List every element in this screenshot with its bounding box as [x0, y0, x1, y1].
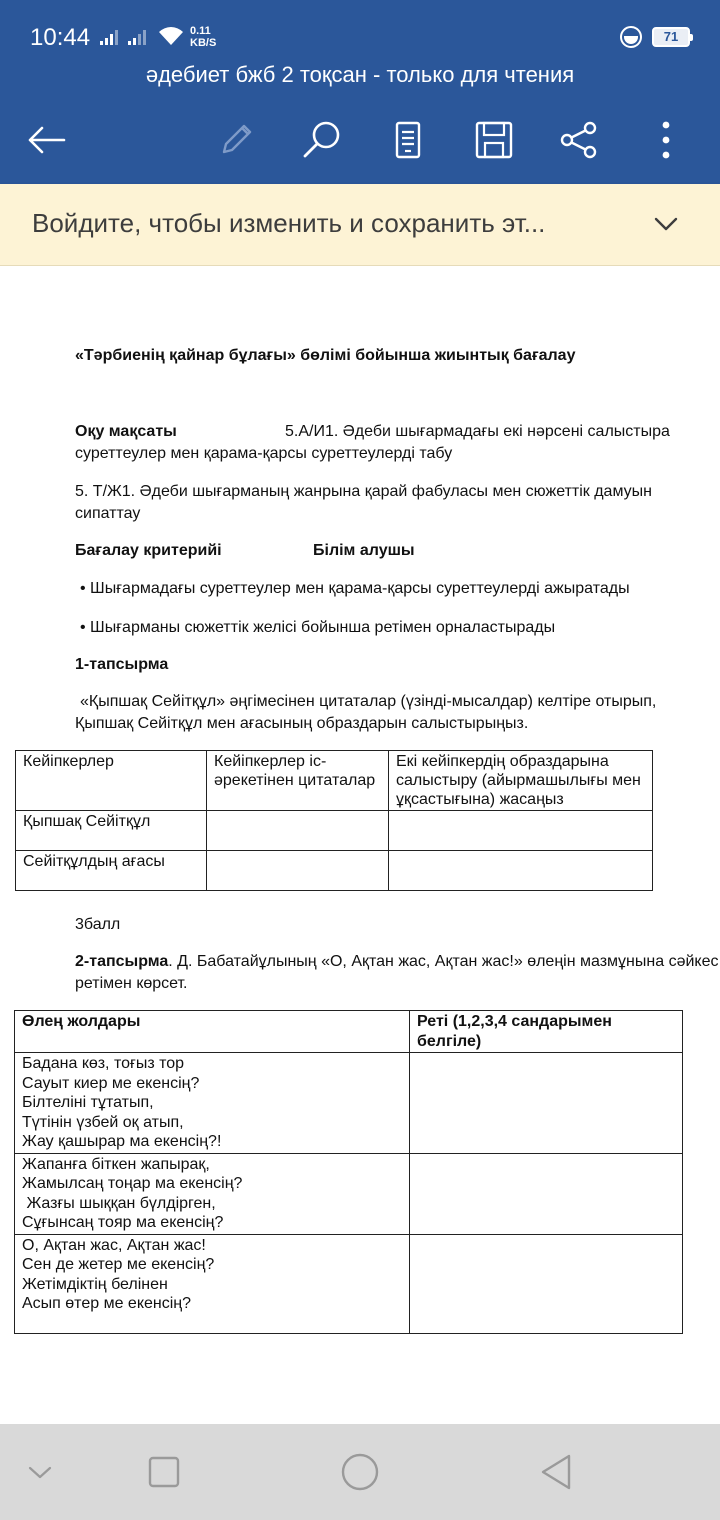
poem-line: Жетімдіктің белінен	[22, 1275, 168, 1293]
poem-line: Жапанға біткен жапырақ,	[22, 1155, 210, 1173]
poem-table	[14, 1010, 683, 1334]
task1-text-2: Қыпшақ Сейітқұл мен ағасының образдарын салыстырыңыз.	[75, 715, 529, 732]
table-cell: Сейітқұлдың ағасы	[16, 851, 207, 891]
save-button[interactable]	[466, 112, 522, 168]
reading-view-icon	[393, 120, 423, 160]
battery-icon: 71	[652, 27, 690, 47]
poem-line: Жау қашырар ма екенсің?!	[22, 1133, 222, 1150]
document-heading: «Тәрбиенің қайнар бұлағы» бөлімі бойынша жиынтық бағалау	[75, 347, 576, 364]
signal-icon	[128, 30, 146, 45]
task2-text-2: ретімен көрсет.	[75, 975, 188, 992]
save-icon	[474, 120, 514, 160]
sign-in-banner[interactable]	[0, 184, 720, 266]
table-header-cell: Кейіпкерлер іс-әрекетінен цитаталар	[207, 751, 389, 811]
characters-table	[15, 750, 653, 891]
criteria-label: Бағалау критерийі	[75, 542, 222, 559]
nav-home-button[interactable]	[336, 1452, 384, 1492]
recents-icon	[147, 1455, 181, 1489]
wifi-icon	[158, 26, 184, 46]
table-cell	[389, 811, 653, 851]
nav-back-button[interactable]	[532, 1452, 580, 1492]
share-icon	[559, 120, 599, 160]
system-nav-bar	[0, 1424, 720, 1520]
order-cell	[410, 1053, 683, 1154]
document-title: әдебиет бжб 2 тоқсан - только для чтения	[145, 62, 575, 87]
back-button[interactable]	[18, 112, 74, 168]
table-header-row	[16, 751, 653, 811]
table-row	[15, 1053, 683, 1154]
chevron-down-icon[interactable]	[652, 210, 680, 238]
score-text: 3балл	[75, 916, 121, 933]
app-bar	[0, 0, 720, 184]
goal-text: 5.А/И1. Әдеби шығармадағы екі нәрсені салыстыра	[285, 423, 670, 440]
order-cell	[410, 1153, 683, 1234]
home-icon	[340, 1452, 380, 1492]
poem-line: Сен де жетер ме екенсің?	[22, 1256, 215, 1273]
table-cell: Қыпшақ Сейітқұл	[16, 811, 207, 851]
search-button[interactable]	[294, 112, 350, 168]
learner-label: Білім алушы	[313, 542, 415, 559]
search-icon	[301, 119, 343, 161]
table-header-cell: Екі кейіпкердің образдарына салыстыру (айырмашылығы мен ұқсастығына) жасаңыз	[389, 751, 653, 811]
speed-value: 0.11	[190, 25, 211, 37]
goal2-text-2: сипаттау	[75, 505, 141, 522]
back-triangle-icon	[539, 1453, 573, 1491]
poem-stanza	[15, 1053, 410, 1154]
reading-view-button[interactable]	[380, 112, 436, 168]
poem-line: Бадана көз, тоғыз тор	[22, 1055, 185, 1072]
nav-hide-button[interactable]	[16, 1452, 64, 1492]
poem-line: Сауыт киер ме екенсің?	[22, 1074, 200, 1092]
table-row	[15, 1234, 683, 1333]
back-arrow-icon	[26, 124, 66, 156]
banner-text: Войдите, чтобы изменить и сохранить эт...	[32, 208, 546, 238]
task1-text: «Қыпшақ Сейітқұл» әңгімесінен цитаталар (үзінді-мысалдар) келтіре отырып,	[80, 693, 657, 710]
data-saver-icon	[620, 26, 642, 48]
task2-text	[75, 952, 718, 972]
table-header-row	[15, 1011, 683, 1053]
table-cell	[389, 851, 653, 891]
more-options-button[interactable]	[638, 112, 694, 168]
poem-stanza	[15, 1153, 410, 1234]
poem-stanza	[15, 1234, 410, 1333]
nav-recents-button[interactable]	[140, 1452, 188, 1492]
more-vert-icon	[660, 120, 672, 160]
task2-instruction: . Д. Бабатайұлының «О, Ақтан жас, Ақтан жас!» өлеңін мазмұнына сәйкес	[168, 953, 719, 970]
table-header-cell: Өлең жолдары	[15, 1011, 410, 1053]
poem-line: Жазғы шыққан бүлдірген,	[22, 1194, 216, 1212]
table-cell	[207, 851, 389, 891]
poem-line: Сұғынсаң тояр ма екенсің?	[22, 1214, 224, 1231]
table-header-cell: Кейіпкерлер	[16, 751, 207, 811]
goal-label: Оқу мақсаты	[75, 423, 177, 440]
poem-line: О, Ақтан жас, Ақтан жас!	[22, 1236, 206, 1254]
poem-line: Түтінін үзбей оқ атып,	[22, 1113, 184, 1131]
criteria-bullet: • Шығарманы сюжеттік желісі бойынша ретімен орналастырады	[80, 619, 556, 636]
table-row	[15, 1153, 683, 1234]
poem-line: Асып өтер ме екенсің?	[22, 1295, 192, 1312]
goal-text-2: суреттеулер мен қарама-қарсы суреттеулерді табу	[75, 445, 453, 462]
document-page[interactable]	[0, 266, 720, 1424]
signal-icon	[100, 30, 118, 45]
poem-line: Білтеліні тұтатып,	[22, 1094, 154, 1111]
status-bar	[0, 0, 720, 60]
network-speed	[190, 25, 216, 49]
criteria-bullet: • Шығармадағы суреттеулер мен қарама-қарсы суреттеулерді ажыратады	[80, 580, 630, 597]
status-time: 10:44	[30, 24, 91, 51]
task1-title: 1-тапсырма	[75, 656, 169, 673]
table-cell	[207, 811, 389, 851]
goal2-text: 5. Т/Ж1. Әдеби шығарманың жанрына қарай фабуласы мен сюжеттік дамуын	[75, 483, 652, 500]
table-row	[16, 811, 653, 851]
table-header-cell: Реті (1,2,3,4 сандарымен белгіле)	[410, 1011, 683, 1053]
edit-button[interactable]	[208, 112, 264, 168]
speed-unit: KB/S	[190, 37, 217, 49]
share-button[interactable]	[551, 112, 607, 168]
poem-line: Жамылсаң тоңар ма екенсің?	[22, 1175, 243, 1192]
chevron-down-icon	[27, 1464, 53, 1480]
table-row	[16, 851, 653, 891]
order-cell	[410, 1234, 683, 1333]
pencil-icon	[216, 120, 256, 160]
task2-title: 2-тапсырма	[75, 953, 169, 970]
